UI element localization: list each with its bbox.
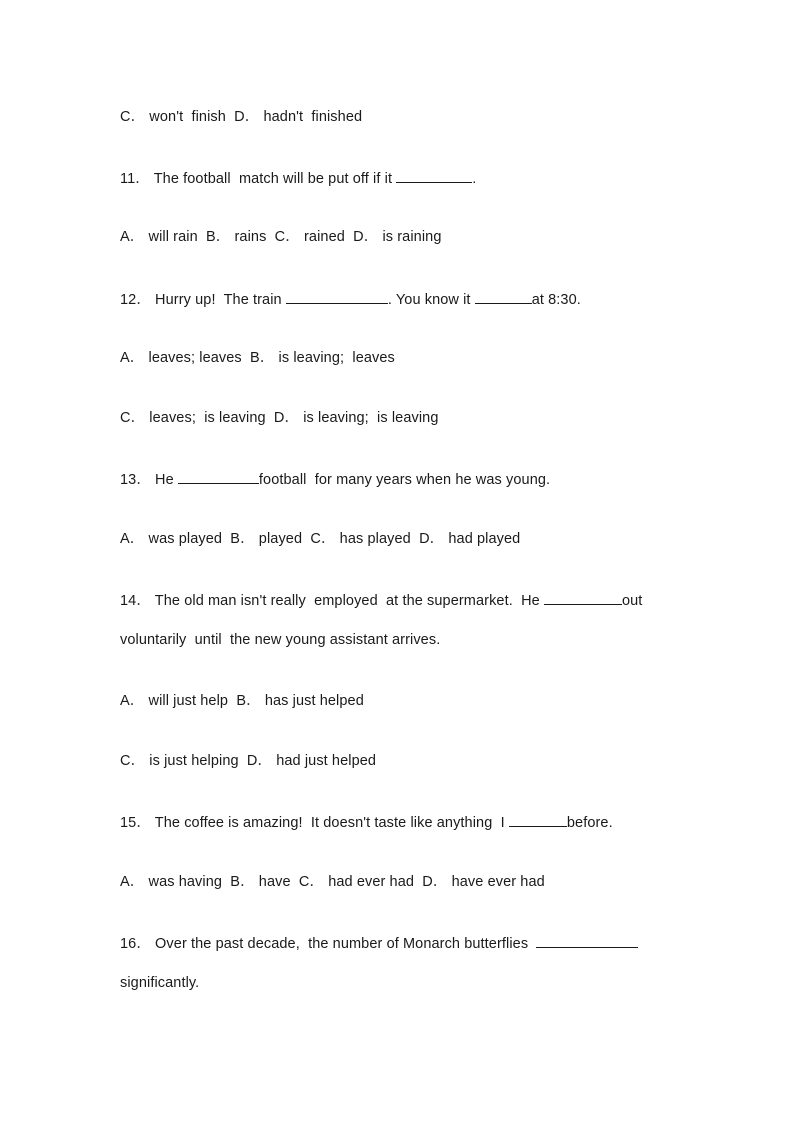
- q11-answer-blank: [396, 168, 472, 183]
- q14-options-ab: A． will just help B． has just helped: [120, 693, 364, 709]
- q16-stem-continued: significantly.: [120, 975, 200, 991]
- q11-stem: [120, 168, 476, 188]
- q11-stem-text: 11． The football match will be put off if it: [120, 171, 397, 187]
- q12-stem-end: at 8:30.: [531, 292, 581, 308]
- q15-stem: [120, 812, 613, 832]
- q12-answer-blank-2: [475, 289, 532, 304]
- q12-options-cd: C． leaves; is leaving D． is leaving; is leaving: [120, 410, 439, 426]
- q13-stem: [120, 469, 550, 489]
- q14-stem-continued: voluntarily until the new young assistant arrives.: [120, 632, 441, 648]
- q12-stem: [120, 289, 581, 309]
- q13-stem-text: 13． He: [120, 472, 178, 488]
- q12-stem-text: 12． Hurry up! The train: [120, 292, 286, 308]
- q15-options: A． was having B． have C． had ever had D． have ever had: [120, 874, 545, 890]
- q14-answer-blank: [544, 590, 622, 605]
- q15-answer-blank: [509, 812, 567, 827]
- q14-options-cd: C． is just helping D． had just helped: [120, 753, 377, 769]
- q15-stem-text: 15． The coffee is amazing! It doesn't taste like anything I: [120, 815, 509, 831]
- q15-stem-end: before.: [566, 815, 613, 831]
- q16-answer-blank: [536, 933, 638, 948]
- q16-stem: [120, 933, 638, 953]
- q14-stem-text: 14． The old man isn't really employed at the supermarket. He: [120, 593, 544, 609]
- q13-answer-blank: [178, 469, 259, 484]
- q12-options-ab: A． leaves; leaves B． is leaving; leaves: [120, 350, 395, 366]
- q13-options: A． was played B． played C． has played D． had played: [120, 531, 521, 547]
- q13-stem-end: football for many years when he was young.: [258, 472, 551, 488]
- q11-stem-end: .: [472, 171, 477, 187]
- q16-stem-text: 16． Over the past decade, the number of Monarch butterflies: [120, 936, 537, 952]
- q14-stem: [120, 590, 642, 610]
- q10-options-cd: C． won't finish D． hadn't finished: [120, 109, 363, 125]
- q11-options: A． will rain B． rains C． rained D． is raining: [120, 229, 442, 245]
- q12-answer-blank-1: [286, 289, 388, 304]
- q12-stem-middle: . You know it: [387, 292, 475, 308]
- q14-stem-end: out: [621, 593, 643, 609]
